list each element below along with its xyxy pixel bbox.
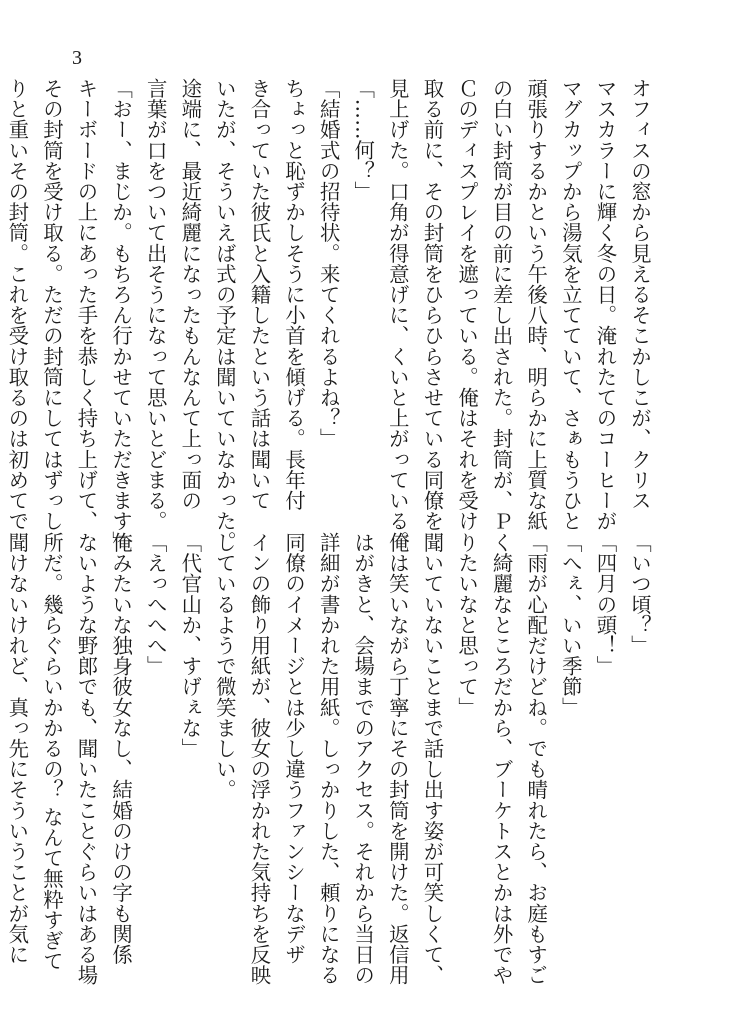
text-line: の白い封筒が目の前に差し出された。封筒が、Ｐ [489, 78, 514, 532]
text-line: 頑張りするかという午後八時、明らかに上質な紙 [524, 78, 549, 532]
text-line: いたが、そういえば式の予定は聞いていなかった。 [212, 78, 237, 552]
text-line: 詳細が書かれた用紙。しっかりした、頼りになる [316, 532, 341, 986]
text-line: りたいなと思って」 [455, 532, 480, 718]
text-line: キーボードの上にあった手を恭しく持ち上げて、 [74, 78, 99, 532]
text-line: マスカラーに輝く冬の日。淹れたてのコーヒーが [593, 78, 618, 532]
text-line: ちょっと恥ずかしそうに小首を傾げる。長年付 [282, 78, 307, 511]
text-line: 「四月の頭！」 [593, 532, 618, 677]
text-line: しているようで微笑ましい。 [212, 532, 237, 800]
text-line: 聞けないけれど、真っ先にそういうことが気に [5, 532, 30, 965]
text-line: りと重いその封筒。これを受け取るのは初めてで [5, 78, 30, 532]
text-line: 俺みたいな独身彼女なし、結婚のけの字も関係 [109, 532, 134, 965]
text-line: 俺は笑いながら丁寧にその封筒を開けた。返信用 [385, 532, 410, 986]
text-line: Ｃのディスプレイを遮っている。俺はそれを受け [455, 78, 480, 532]
page-number: 3 [72, 47, 82, 69]
text-line: 所だ。幾らぐらいかかるの？ なんて無粋すぎて [39, 532, 64, 972]
text-line: 「結婚式の招待状。来てくれるよね？」 [316, 78, 341, 449]
text-line: オフィスの窓から見えるそこかしこが、クリス [628, 78, 652, 511]
text-line: 「おー、まじか。もちろん行かせていただきます」 [109, 78, 134, 552]
text-line: 「雨が心配だけどね。でも晴れたら、お庭もすご [524, 532, 549, 986]
text-line: 「……何？」 [351, 78, 376, 202]
text-line: 「えっへへへ」 [143, 532, 168, 677]
text-line: はがきと、会場までのアクセス。それから当日の [351, 532, 376, 986]
text-line: 言葉が口をついて出そうになって思いとどまる。 [143, 78, 168, 532]
text-block-bottom [5, 532, 657, 986]
text-line: 途端に、最近綺麗になったもんなんて上っ面の [178, 78, 203, 511]
text-line: く綺麗なところだから、ブーケトスとかは外でや [489, 532, 514, 986]
text-line: 同僚のイメージとは少し違うファンシーなデザ [282, 532, 307, 965]
text-line: インの飾り用紙が、彼女の浮かれた気持ちを反映 [247, 532, 272, 986]
text-block-top [5, 78, 657, 552]
text-line: マグカップから湯気を立てていて、さぁもうひと [558, 78, 583, 532]
text-line: 聞いていないことまで話し出す姿が可笑しくて、 [420, 532, 445, 986]
text-line: 取る前に、その封筒をひらひらさせている同僚を [420, 78, 445, 532]
text-line: ないような野郎でも、聞いたことぐらいはある場 [74, 532, 99, 986]
text-line: 「代官山か、すげぇな」 [178, 532, 203, 759]
text-line: 「へぇ、いい季節」 [558, 532, 583, 718]
text-line: き合っていた彼氏と入籍したという話は聞いて [247, 78, 272, 511]
text-line: その封筒を受け取る。ただの封筒にしてはずっし [39, 78, 64, 532]
text-line: 「いつ頃？」 [628, 532, 652, 656]
text-line: 見上げた。口角が得意げに、くいと上がっている。 [385, 78, 410, 552]
